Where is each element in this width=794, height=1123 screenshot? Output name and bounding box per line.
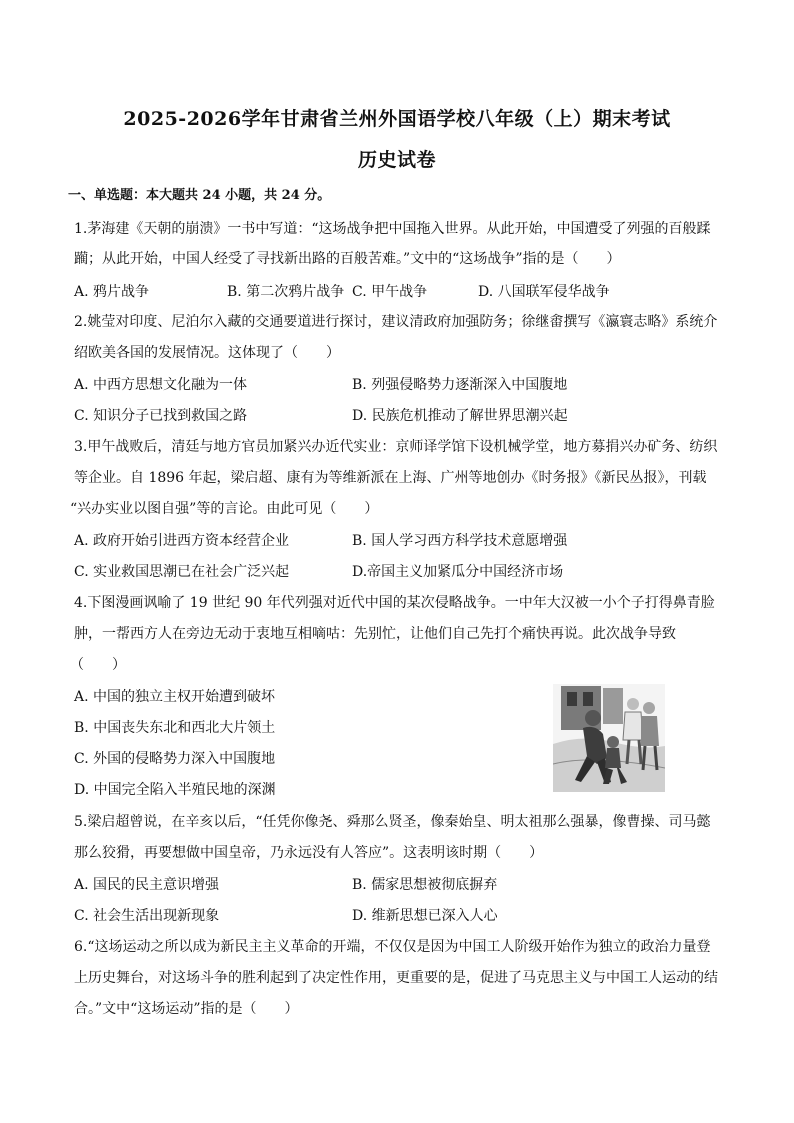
- question-1-option-a: A. 鸦片战争: [74, 284, 150, 300]
- question-5-option-d: D. 维新思想已深入人心: [352, 908, 498, 924]
- question-4-line-3: （ ）: [70, 657, 126, 673]
- question-1-line-2: 躏；从此开始，中国人经受了寻找新出路的百般苦难。”文中的“这场战争”指的是（ ）: [74, 251, 621, 267]
- question-4-option-c: C. 外国的侵略势力深入中国腹地: [74, 751, 276, 767]
- question-5-option-c: C. 社会生活出现新现象: [74, 908, 220, 924]
- question-3-option-c: C. 实业救国思潮已在社会广泛兴起: [74, 564, 290, 580]
- question-1-option-d: D. 八国联军侵华战争: [478, 284, 610, 300]
- question-5-option-a: A. 国民的民主意识增强: [74, 877, 220, 893]
- question-5-line-1: 5.梁启超曾说，在辛亥以后，“任凭你像尧、舜那么贤圣，像秦始皇、明太祖那么强暴，像曹操、司马懿: [74, 814, 711, 830]
- question-6-line-2: 上历史舞台，对这场斗争的胜利起到了决定性作用，更重要的是，促进了马克思主义与中国工人运动的结: [74, 970, 718, 986]
- question-2-option-a: A. 中西方思想文化融为一体: [74, 377, 248, 393]
- question-3-line-3: “兴办实业以图自强”等的言论。由此可见（ ）: [70, 501, 379, 517]
- question-5-line-2: 那么狡猾，再要想做中国皇帝，乃永远没有人答应”。这表明该时期（ ）: [74, 845, 544, 861]
- question-5-option-b: B. 儒家思想被彻底摒弃: [352, 877, 498, 893]
- question-4-option-d: D. 中国完全陷入半殖民地的深渊: [74, 782, 276, 798]
- question-4-option-b: B. 中国丧失东北和西北大片领土: [74, 720, 276, 736]
- question-2-line-1: 2.姚莹对印度、尼泊尔入藏的交通要道进行探讨，建议清政府加强防务；徐继畬撰写《瀛寰志略》系统介: [74, 314, 718, 330]
- question-2-option-b: B. 列强侵略势力逐渐深入中国腹地: [352, 377, 568, 393]
- question-3-line-2: 等企业。自 1896 年起，梁启超、康有为等维新派在上海、广州等地创办《时务报》《新民丛报》，刊载: [74, 470, 707, 486]
- question-6-line-3: 合。”文中“这场运动”指的是（ ）: [74, 1001, 299, 1017]
- question-4-line-1: 4.下图漫画讽喻了 19 世纪 90 年代列强对近代中国的某次侵略战争。一中年大汉被一小个子打得鼻青脸: [74, 595, 715, 611]
- question-6-line-1: 6.“这场运动之所以成为新民主主义革命的开端，不仅仅是因为中国工人阶级开始作为独立的政治力量登: [74, 939, 711, 955]
- question-4-line-2: 肿，一帮西方人在旁边无动于衷地互相嘀咕：先别忙，让他们自己先打个痛快再说。此次战争导致: [74, 626, 676, 642]
- question-3-option-b: B. 国人学习西方科学技术意愿增强: [352, 533, 568, 549]
- cartoon-illustration-icon: [553, 684, 665, 792]
- question-3-line-1: 3.甲午战败后，清廷与地方官员加紧兴办近代实业：京师译学馆下设机械学堂，地方募捐兴办矿务、纺织: [74, 439, 718, 455]
- question-2-option-d: D. 民族危机推动了解世界思潮兴起: [352, 408, 568, 424]
- exam-title: 2025-2026学年甘肃省兰州外国语学校八年级（上）期末考试: [123, 108, 671, 130]
- question-1-line-1: 1.茅海建《天朝的崩溃》一书中写道：“这场战争把中国拖入世界。从此开始，中国遭受了列强的百般蹂: [74, 221, 711, 237]
- exam-subtitle: 历史试卷: [357, 149, 436, 171]
- question-3-option-d: D.帝国主义加紧瓜分中国经济市场: [352, 564, 564, 580]
- section-heading: 一、单选题：本大题共 24 小题，共 24 分。: [68, 188, 331, 203]
- question-4-option-a: A. 中国的独立主权开始遭到破坏: [74, 689, 276, 705]
- question-2-line-2: 绍欧美各国的发展情况。这体现了（ ）: [74, 345, 340, 361]
- question-1-option-b: B. 第二次鸦片战争: [227, 284, 345, 300]
- question-3-option-a: A. 政府开始引进西方资本经营企业: [74, 533, 290, 549]
- question-2-option-c: C. 知识分子已找到救国之路: [74, 408, 248, 424]
- question-1-option-c: C. 甲午战争: [352, 284, 428, 300]
